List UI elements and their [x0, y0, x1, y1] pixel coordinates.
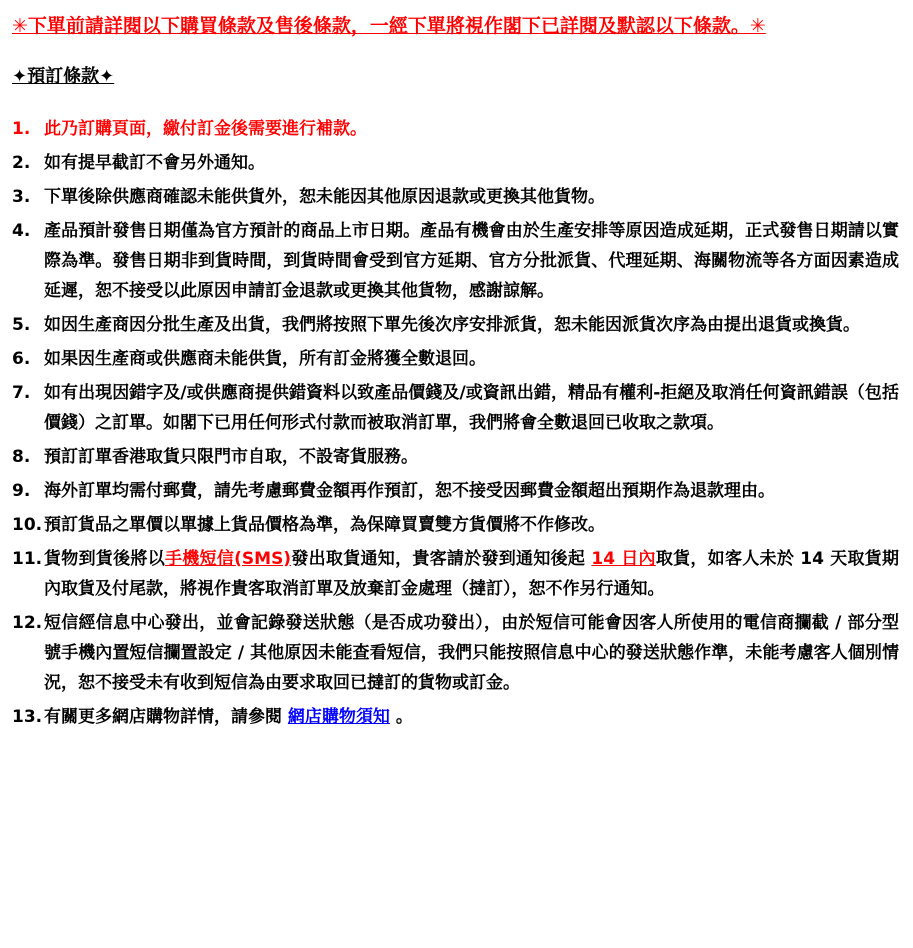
term-item-number: 2. [12, 153, 31, 173]
term-item-text [44, 344, 899, 374]
term-item-4 [12, 216, 899, 306]
term-text-segment: 如果因生產商或供應商未能供貨，所有訂金將獲全數退回。 [44, 349, 486, 369]
term-item-text [44, 182, 899, 212]
term-item-number: 9. [12, 481, 31, 501]
term-text-segment: 如因生產商因分批生產及出貨，我們將按照下單先後次序安排派貨，恕未能因派貨次序為由提出退貨或換貨。 [44, 315, 860, 335]
term-text-segment: 如有出現因錯字及/或供應商提供錯資料以致產品價錢及/或資訊出錯，精品有權利-拒絕及取消任何資訊錯誤（包括價錢）之訂單。如閣下已用任何形式付款而被取消訂單，我們將會全數退回已收取之款項。 [44, 383, 899, 433]
term-item-text [44, 310, 899, 340]
term-text-segment: 發出取貨通知，貴客請於發到通知後起 [291, 549, 592, 569]
highlighted-red-underline-text: 手機短信(SMS) [165, 549, 292, 569]
term-text-segment: 預訂貨品之單價以單據上貨品價格為準，為保障買賣雙方貨價將不作修改。 [44, 515, 605, 535]
term-text-segment: 海外訂單均需付郵費，請先考慮郵費金額再作預訂，恕不接受因郵費金額超出預期作為退款理由。 [44, 481, 775, 501]
term-text-segment: 取貨，如客人未於 14 天取貨期內取貨及付尾款，將視作貴客取消訂單及放棄訂金處理（撻訂），恕不作另行通知。 [44, 549, 900, 599]
term-item-text [44, 442, 899, 472]
term-item-number: 1. [12, 119, 31, 139]
term-item-3 [12, 182, 899, 212]
term-text-segment: 貨物到貨後將以 [44, 549, 165, 569]
term-item-number: 8. [12, 447, 31, 467]
term-text-segment: 有關更多網店購物詳情，請參閱 [44, 707, 288, 727]
term-item-text [44, 702, 899, 732]
term-item-number: 10. [12, 515, 43, 535]
term-item-text [44, 544, 899, 604]
term-item-number: 3. [12, 187, 31, 207]
term-item-text [44, 378, 899, 438]
term-item-text [44, 148, 899, 178]
term-item-5 [12, 310, 899, 340]
term-item-text [44, 608, 899, 698]
terms-list [12, 114, 899, 732]
term-item-number: 12. [12, 613, 43, 633]
term-item-8 [12, 442, 899, 472]
store-shopping-guide-link[interactable]: 網店購物須知 [287, 707, 390, 727]
term-item-7 [12, 378, 899, 438]
term-item-number: 11. [12, 549, 43, 569]
term-item-11 [12, 544, 899, 604]
term-item-number: 13. [12, 707, 43, 727]
page-title: ✳下單前請詳閱以下購買條款及售後條款，一經下單將視作閣下已詳閱及默認以下條款。✳ [12, 15, 766, 37]
term-item-number: 6. [12, 349, 31, 369]
term-item-10 [12, 510, 899, 540]
term-item-text [44, 114, 899, 144]
term-item-text [44, 216, 899, 306]
term-item-6 [12, 344, 899, 374]
term-text-segment: 產品預計發售日期僅為官方預計的商品上市日期。產品有機會由於生產安排等原因造成延期，正式發售日期請以實際為準。發售日期非到貨時間，到貨時間會受到官方延期、官方分批派貨、代理延期、海關物流等各方面因素造成延遲，恕不接受以此原因申請訂金退款或更換其他貨物，感謝諒解。 [44, 221, 899, 301]
term-text-segment: 。 [389, 707, 413, 727]
term-item-13 [12, 702, 899, 732]
term-item-text [44, 510, 899, 540]
term-item-2 [12, 148, 899, 178]
term-item-number: 5. [12, 315, 31, 335]
section-header-preorder-terms: ✦預訂條款✦ [12, 66, 115, 87]
term-text-segment: 如有提早截訂不會另外通知。 [44, 153, 265, 173]
term-item-text [44, 476, 899, 506]
term-item-12 [12, 608, 899, 698]
term-text-segment: 預訂訂單香港取貨只限門市自取，不設寄貨服務。 [44, 447, 418, 467]
term-item-number: 7. [12, 383, 31, 403]
term-text-segment: 此乃訂購頁面，繳付訂金後需要進行補款。 [44, 119, 367, 139]
term-item-number: 4. [12, 221, 31, 241]
term-text-segment: 短信經信息中心發出，並會記錄發送狀態（是否成功發出），由於短信可能會因客人所使用的電信商攔截 / 部分型號手機內置短信攔置設定 / 其他原因未能查看短信，我們只能按照信息中心的發送狀態作準，未能考慮客人個別情況，恕不接受未有收到短信為由要求取回已撻訂的貨物或訂金。 [44, 613, 899, 693]
term-text-segment: 下單後除供應商確認未能供貨外，恕未能因其他原因退款或更換其他貨物。 [44, 187, 605, 207]
term-item-1 [12, 114, 899, 144]
highlighted-red-underline-text: 14 日內 [591, 549, 656, 569]
term-item-9 [12, 476, 899, 506]
